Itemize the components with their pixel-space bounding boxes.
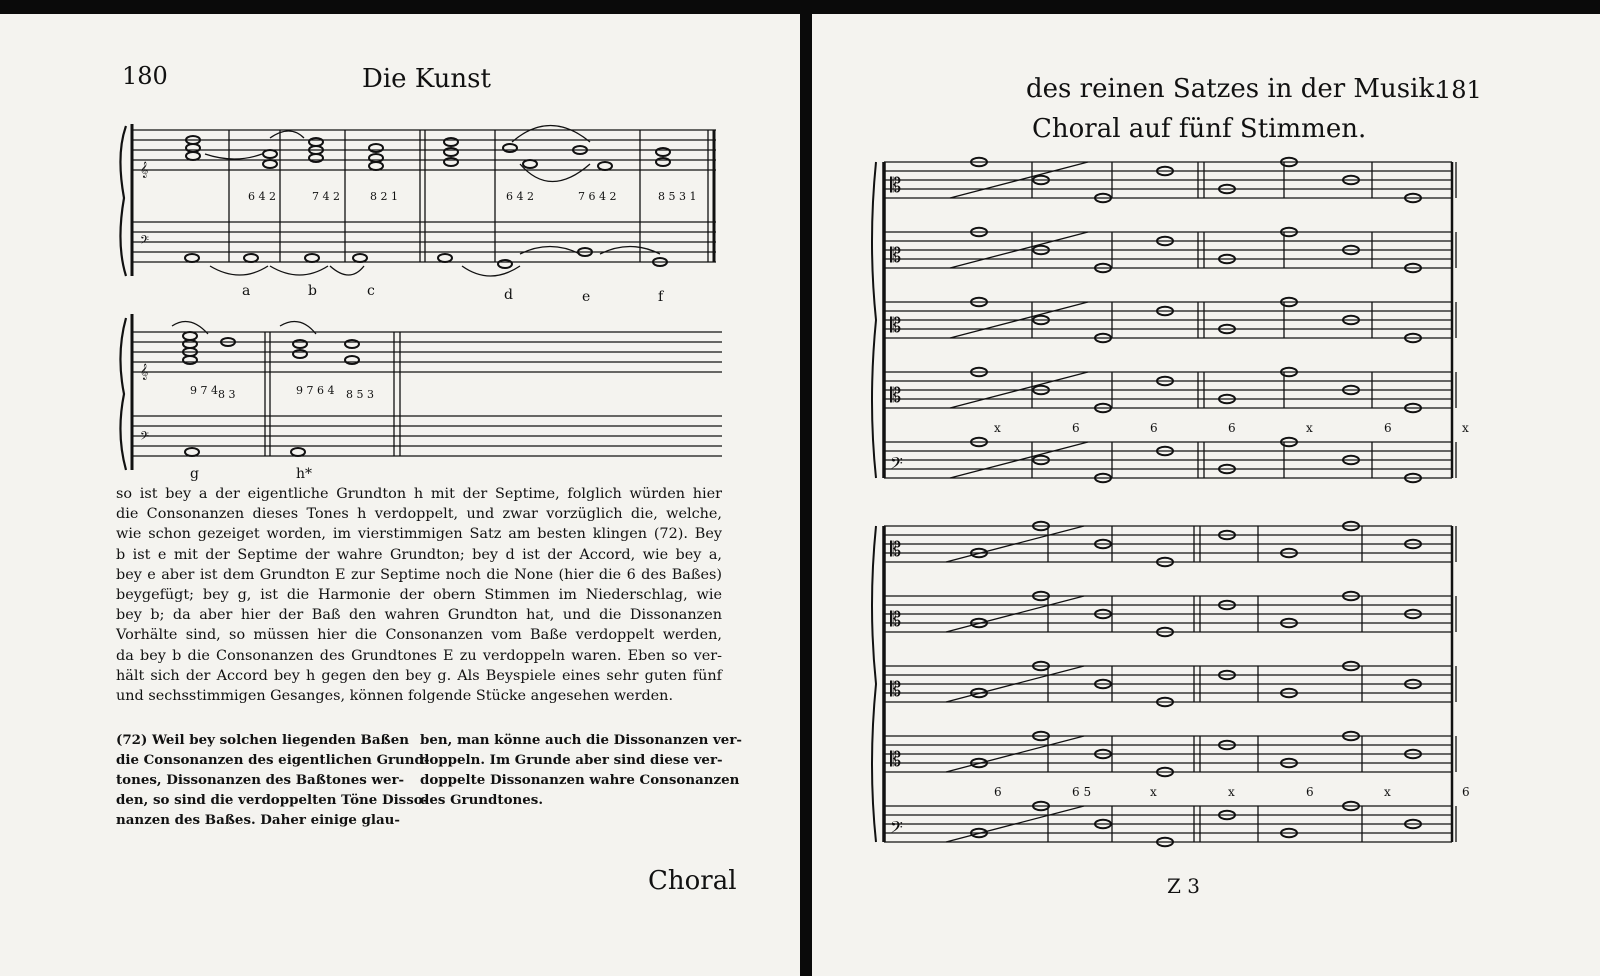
choral-title: Choral auf fünf Stimmen. <box>1032 114 1367 144</box>
body-line: bey b; da aber hier der Baß den wahren Grundton hat, und die Dissonanzen <box>116 607 722 624</box>
body-line: die Consonanzen dieses Tones h verdoppelt, und zwar vorzüglich die, welche, <box>116 506 722 523</box>
footnote-column-right <box>420 730 742 810</box>
body-line: Vorhälte sind, so müssen hier die Consonanzen vom Baße verdoppelt werden, <box>116 627 722 644</box>
example-label-g: g <box>190 466 199 482</box>
svg-text:𝄢: 𝄢 <box>140 430 150 446</box>
clef-icon: 𝄡 <box>890 677 902 701</box>
example-label-b: b <box>308 283 317 299</box>
footnote-line: doppeln. Im Grunde aber sind diese ver- <box>420 752 723 768</box>
clef-icon: 𝄢 <box>890 817 903 841</box>
running-head-right: des reinen Satzes in der Musik. <box>1026 74 1443 104</box>
body-line: beygefügt; bey g, ist die Harmonie der obern Stimmen im Niederschlag, wie <box>116 587 722 604</box>
clef-icon: 𝄡 <box>890 243 902 267</box>
footnote-column-left <box>116 730 429 830</box>
footnote-line: den, so sind die verdoppelten Töne Disso- <box>116 792 429 808</box>
bass-figure: 6 <box>1306 785 1314 799</box>
bass-figure: x <box>1228 785 1235 799</box>
example-label-c: c <box>367 283 375 299</box>
bass-figure: 6 <box>1384 421 1392 435</box>
svg-text:𝄞: 𝄞 <box>140 364 149 380</box>
body-line: so ist bey a der eigentliche Grundton h mit der Septime, folglich würden hier <box>116 486 722 502</box>
footnote-line: des Grundtones. <box>420 792 543 808</box>
running-head-left: Die Kunst <box>362 64 491 94</box>
bass-figure: x <box>994 421 1001 435</box>
left-page <box>0 14 800 976</box>
body-line: wie schon gezeiget worden, im vierstimmigen Satz am besten klingen (72). Bey <box>116 526 722 543</box>
figure-c: 8 2 1 <box>370 190 398 203</box>
example-label-f: f <box>658 289 664 305</box>
clef-icon: 𝄡 <box>890 747 902 771</box>
figure-f: 8 5 3 1 <box>658 190 697 203</box>
bass-figure: 6 <box>1228 421 1236 435</box>
clef-icon: 𝄡 <box>890 313 902 337</box>
right-page <box>812 14 1600 976</box>
choral-system <box>872 522 1470 846</box>
bass-figure: 6 5 <box>1072 785 1092 799</box>
bass-figure: x <box>1384 785 1391 799</box>
bass-figure: x <box>1462 421 1469 435</box>
bass-figure: x <box>1150 785 1157 799</box>
body-line: hält sich der Accord bey h gegen den bey g. Als Beyspiele eines sehr guten fünf <box>116 667 722 684</box>
bass-figure: 6 <box>994 785 1002 799</box>
footnote-line: tones, Dissonanzen des Baßtones wer- <box>116 772 405 788</box>
footnote-line: nanzen des Baßes. Daher einige glau- <box>116 812 400 828</box>
clef-icon: 𝄡 <box>890 537 902 561</box>
choral-score <box>812 14 1600 976</box>
footnote-line: die Consonanzen des eigentlichen Grund- <box>116 752 430 768</box>
body-line: und sechsstimmigen Gesanges, können folgende Stücke angesehen werden. <box>116 688 674 705</box>
example-label-d: d <box>504 287 513 303</box>
example-label-a: a <box>242 283 251 299</box>
page-number-left: 180 <box>122 62 168 90</box>
bass-figure: 6 <box>1462 785 1470 799</box>
svg-text:𝄢: 𝄢 <box>140 234 150 250</box>
signature-mark: Z 3 <box>1167 874 1200 898</box>
clef-icon: 𝄡 <box>890 383 902 407</box>
figure-h-resolution: 8 5 3 <box>346 388 374 401</box>
body-line: da bey b die Consonanzen des Grundtones E zu verdoppeln waren. Eben so ver- <box>116 647 722 664</box>
body-line: b ist e mit der Septime der wahre Grundton; bey d ist der Accord, wie bey a, <box>116 546 722 563</box>
svg-text:𝄞: 𝄞 <box>140 162 149 178</box>
figure-d: 6 4 2 <box>506 190 534 203</box>
figure-h-upper: 9 7 6 4 <box>296 384 335 397</box>
choral-system <box>872 158 1469 482</box>
music-example-2 <box>0 14 800 484</box>
footnote-line: doppelte Dissonanzen wahre Consonanzen <box>420 772 740 788</box>
figure-a: 6 4 2 <box>248 190 276 203</box>
body-line: bey e aber ist dem Grundton E zur Septime noch die None (hier die 6 des Baßes) <box>116 566 722 583</box>
figure-e: 7 6 4 2 <box>578 190 617 203</box>
clef-icon: 𝄢 <box>890 453 903 477</box>
figure-g-resolution: 8 3 <box>218 388 236 401</box>
bass-figure: 6 <box>1072 421 1080 435</box>
figure-b: 7 4 2 <box>312 190 340 203</box>
bass-figure: x <box>1306 421 1313 435</box>
clef-icon: 𝄡 <box>890 607 902 631</box>
catchword: Choral <box>648 866 737 896</box>
clef-icon: 𝄡 <box>890 173 902 197</box>
page-number-right: 181 <box>1436 76 1482 104</box>
bass-figure: 6 <box>1150 421 1158 435</box>
example-label-e: e <box>582 289 591 305</box>
footnote-line: (72) Weil bey solchen liegenden Baßen <box>116 732 409 748</box>
footnote-line: ben, man könne auch die Dissonanzen ver- <box>420 732 742 748</box>
example-label-h: h* <box>296 466 313 482</box>
body-paragraph <box>116 484 722 706</box>
figure-g-upper: 9 7 4 <box>190 384 218 397</box>
